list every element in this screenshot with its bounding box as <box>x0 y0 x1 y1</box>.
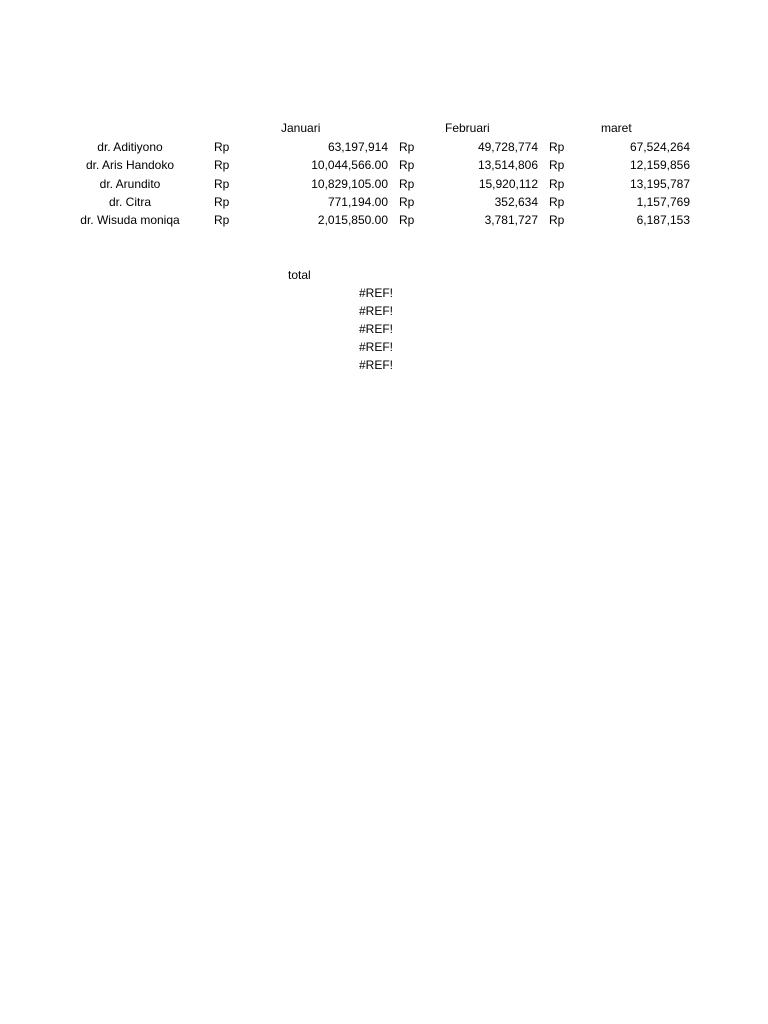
doctor-name: dr. Arundito <box>99 177 161 191</box>
total-ref-error: #REF! <box>358 286 393 300</box>
februari-value: 352,634 <box>494 195 538 209</box>
currency-label: Rp <box>214 158 230 172</box>
header-januari: Januari <box>281 121 321 135</box>
januari-value: 63,197,914 <box>327 140 388 154</box>
total-label: total <box>288 268 311 282</box>
februari-value: 13,514,806 <box>477 158 538 172</box>
februari-value: 3,781,727 <box>484 213 538 227</box>
currency-label: Rp <box>549 140 565 154</box>
januari-value: 10,044,566.00 <box>311 158 388 172</box>
currency-label: Rp <box>549 177 565 191</box>
total-ref-error: #REF! <box>358 358 393 372</box>
currency-label: Rp <box>549 158 565 172</box>
doctor-name: dr. Aditiyono <box>97 140 163 154</box>
doctor-name: dr. Aris Handoko <box>85 158 175 172</box>
currency-label: Rp <box>549 213 565 227</box>
maret-value: 67,524,264 <box>629 140 690 154</box>
total-ref-error: #REF! <box>358 340 393 354</box>
currency-label: Rp <box>214 177 230 191</box>
januari-value: 771,194.00 <box>327 195 388 209</box>
total-ref-error: #REF! <box>358 304 393 318</box>
maret-value: 13,195,787 <box>629 177 690 191</box>
januari-value: 10,829,105.00 <box>311 177 388 191</box>
header-februari: Februari <box>445 121 490 135</box>
currency-label: Rp <box>214 140 230 154</box>
header-maret: maret <box>601 121 632 135</box>
currency-label: Rp <box>399 158 415 172</box>
februari-value: 49,728,774 <box>477 140 538 154</box>
currency-label: Rp <box>399 195 415 209</box>
februari-value: 15,920,112 <box>478 177 538 191</box>
maret-value: 1,157,769 <box>636 195 690 209</box>
doctor-name: dr. Citra <box>108 195 151 209</box>
maret-value: 6,187,153 <box>636 213 690 227</box>
januari-value: 2,015,850.00 <box>317 213 388 227</box>
currency-label: Rp <box>399 213 415 227</box>
currency-label: Rp <box>214 213 230 227</box>
currency-label: Rp <box>214 195 230 209</box>
maret-value: 12,159,856 <box>629 158 690 172</box>
doctor-name: dr. Wisuda moniqa <box>80 213 180 227</box>
currency-label: Rp <box>549 195 565 209</box>
total-ref-error: #REF! <box>358 322 393 336</box>
currency-label: Rp <box>399 177 415 191</box>
currency-label: Rp <box>399 140 415 154</box>
